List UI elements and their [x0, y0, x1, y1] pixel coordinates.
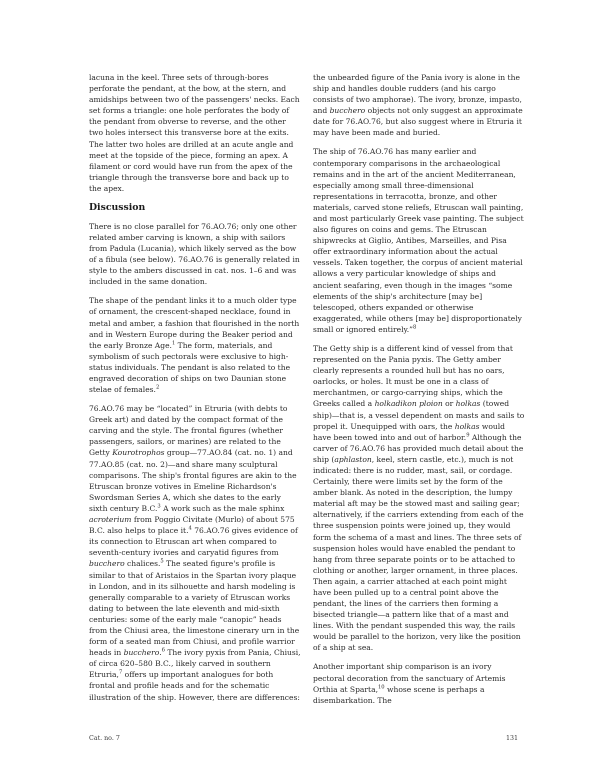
footnote-ref[interactable]: 2: [155, 384, 160, 391]
right-paragraph-2: The ship of 76.AO.76 has many earlier and contemporary comparisons in the archaeological remains and in the art of the ancient Mediterranean, especially among small three-dimensional representations in terracotta, bronze, and other materials, carved stone reliefs, Etruscan wall painting, and most particularly Greek vase painting. The subject also figures on coins and gems. The Etruscan shipwrecks at Giglio, Antibes, Marseilles, and Pisa offer extraordinary information about the actual vessels. Taken together, the corpus of ancient material allows a very particular knowledge of ships and ancient seafaring, even though in the images “some elements of the ship's architecture [may be] telescoped, others expanded or otherwise exaggerated, while others [may be] disproportionately small or ignored entirely.”$^8$: [313, 147, 524, 334]
footnote-ref[interactable]: 5: [160, 559, 164, 566]
footnote-ref[interactable]: 9: [466, 432, 470, 439]
footnote-ref[interactable]: 4: [188, 525, 192, 532]
right-column: [313, 72, 525, 714]
right-paragraph-4: Another important ship comparison is an ivory pectoral decoration from the sanctuary of Artemis Orthia at Sparta,$^{10}$ whose scene is perhaps a disembarkation. The: [313, 662, 506, 705]
footnote-ref[interactable]: 8: [413, 324, 417, 331]
footnote-ref[interactable]: 7: [118, 670, 123, 677]
discussion-paragraph-1: There is no close parallel for 76.AO.76; only one other related amber carving is known, a ship with sailors from Padula (Lucania), which likely served as the bow of a fibula (see below). 76.AO.76 is generally related in style to the ambers discussed in cat. nos. 1–6 and was included in the same donation.: [89, 221, 300, 287]
discussion-paragraph-3: 76.AO.76 may be “located” in Etruria (with debts to Greek art) and dated by the compact format of the carving and the style. The frontal figures (whether passengers, sailors, or marines) are related to the Getty Kourotrophos group—77.AO.84 (cat. no. 1) and 77.AO.85 (cat. no. 2)—and share many sculptural comparisons. The ship's frontal figures are akin to the Etruscan bronze votives in Emeline Richardson's Swordsman Series A, which she dates to the early sixth century B.C.$^3$ A work such as the male sphinx acroterium from Poggio Civitate (Murlo) of about 575 B.C. also helps to place it.$^4$ 76.AO.76 gives evidence of its connection to Etruscan art when compared to seventh-century ivories and caryatid figures from bucchero chalices.$^5$ The seated figure's profile is similar to that of Aristaios in the Spartan ivory plaque in London, and in its silhouette and harsh modeling is generally comparable to a variety of Etruscan works dating to between the late eleventh and mid-sixth centuries: some of the early male “canopic” heads from the Chiusi area, the limestone cinerary urn in the form of a seated man from Chiusi, and profile warrior heads in bucchero.$^6$ The ivory pyxis from Pania, Chiusi, of circa 620–580 B.C., likely carved in southern Etruria,$^7$ offers up important analogues for both frontal and profile heads and for the schematic illustration of the ship. However, there are differences:: [89, 404, 301, 702]
footnote-ref[interactable]: 3: [157, 503, 161, 510]
section-heading: Discussion: [89, 201, 146, 213]
footnote-ref[interactable]: 1: [171, 340, 176, 347]
right-paragraph-1: the unbearded figure of the Pania ivory is alone in the ship and handles double rudders (and his cargo consists of two amphorae). The ivory, bronze, impasto, and bucchero objects not only suggest an approximate date for 76.AO.76, but also suggest where in Etruria it may have been made and buried.: [313, 73, 523, 138]
footnote-ref[interactable]: 10: [377, 684, 385, 691]
discussion-paragraph-2: The shape of the pendant links it to a much older type of ornament, the crescent-shaped necklace, found in metal and amber, a fashion that flourished in the north and in Western Europe during the Beaker period and the early Bronze Age.$^1$ The form, materials, and symbolism of such pectorals were exclusive to high-status individuals. The pendant is also related to the engraved decoration of ships on two Daunian stone stelae of females.$^2$: [89, 296, 300, 395]
catalog-number: Cat. no. 7: [89, 735, 120, 742]
footnote-ref[interactable]: 6: [161, 647, 165, 654]
left-column: [89, 72, 301, 711]
right-paragraph-3: The Getty ship is a different kind of vessel from that represented on the Pania pyxis. The Getty amber clearly represents a rounded hull but has no oars, oarlocks, or holes. It must be one in a class of merchantmen, or cargo-carrying ships, which the Greeks called a holkadikon ploion or holkas (towed ship)—that is, a vessel dependent on masts and sails to propel it. Unequipped with oars, the holkas would have been towed into and out of harbor.$^9$ Although the carver of 76.AO.76 has provided much detail about the ship (aphlaston, keel, stern castle, etc.), much is not indicated: there is no rudder, mast, sail, or cordage. Certainly, there were limits set by the form of the amber blank. As noted in the description, the lumpy material aft may be the stowed mast and sailing gear; alternatively, if the carriers extending from each of the three suspension points were joined up, they would form the schema of a mast and lines. The three sets of suspension holes would have enabled the pendant to hang from three separate points or to be attached to clothing or another, larger ornament, in three places. Then again, a carrier attached at each point might have been pulled up to a central point above the pendant, the lines of the carriers then forming a bisected triangle—a pattern like that of a mast and lines. With the pendant suspended this way, the rails would be parallel to the horizon, very like the position of a ship at sea.: [313, 343, 525, 653]
page-number: 131: [506, 735, 519, 742]
intro-paragraph: lacuna in the keel. Three sets of through-bores perforate the pendant, at the bow, at the stern, and amidships between two of the passengers' necks. Each set forms a triangle: one hole perforates the body of the pendant from obverse to reverse, and the other two holes intersect this transverse bore at the exits. The latter two holes are drilled at an acute angle and meet at the topside of the piece, forming an apex. A filament or cord would have run from the apex of the triangle through the transverse bore and back up to the apex.: [89, 73, 300, 193]
